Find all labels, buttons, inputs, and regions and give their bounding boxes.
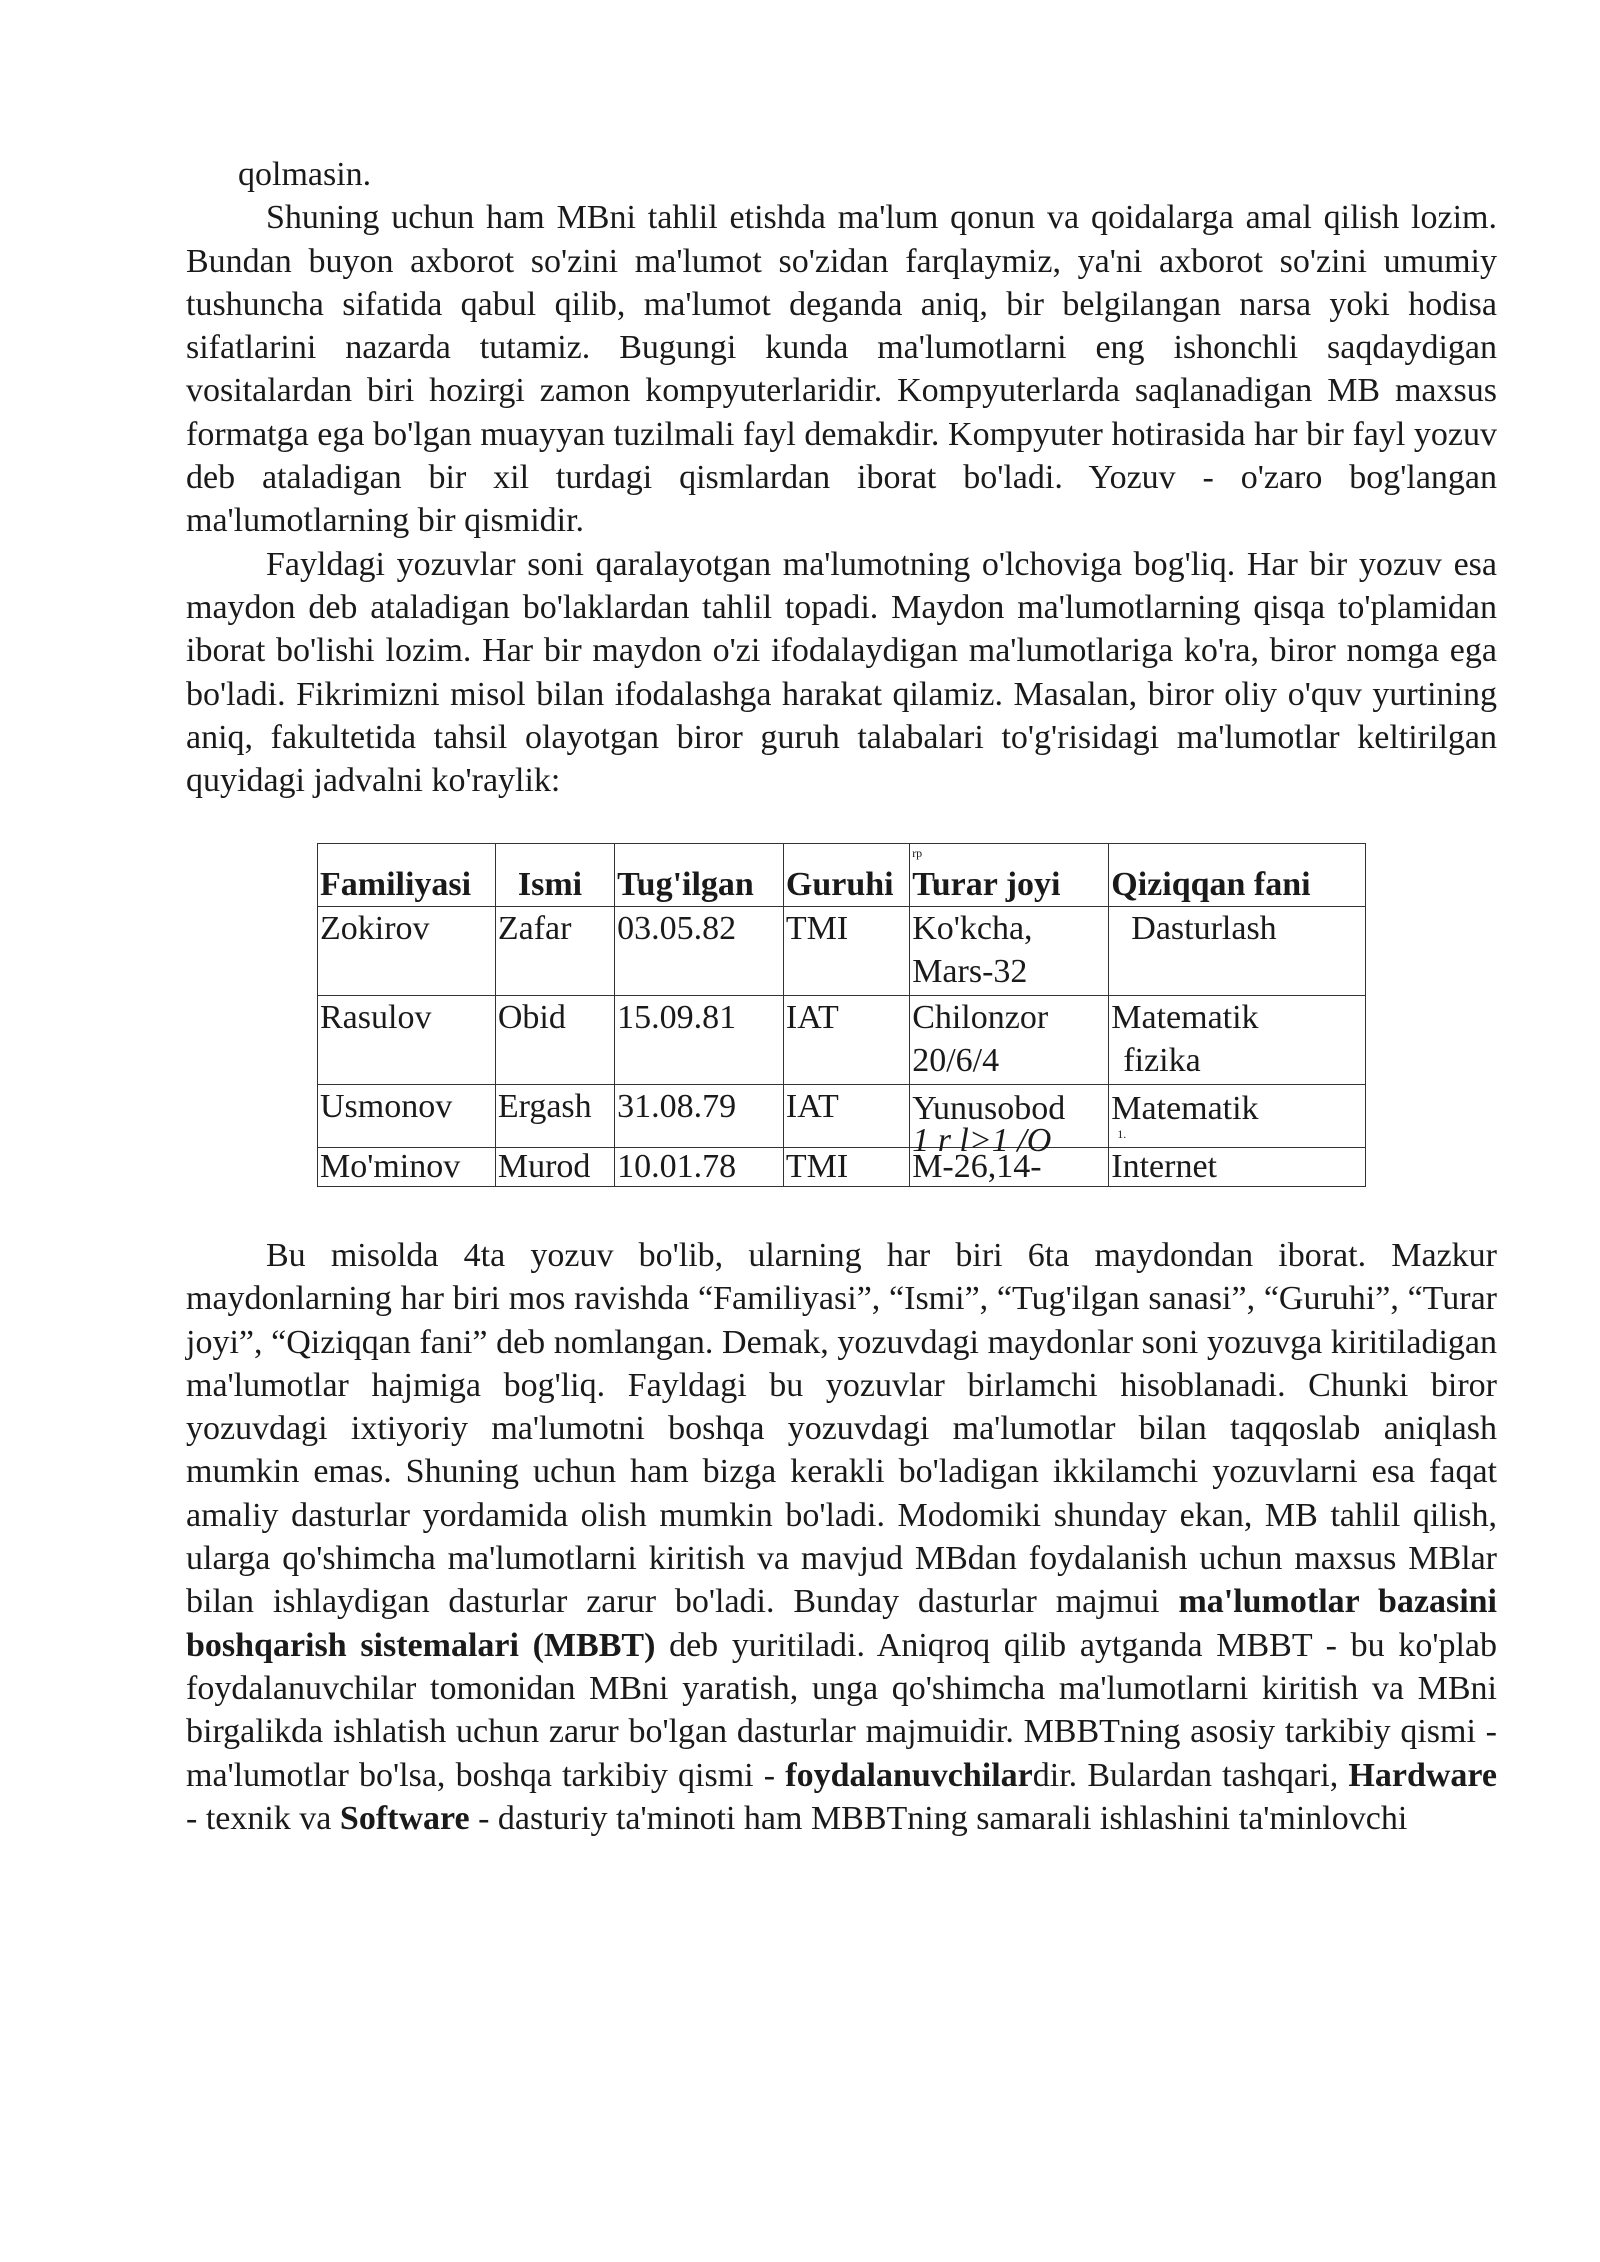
table-row — [318, 996, 1366, 1085]
header-guruhi: Guruhi — [783, 844, 909, 907]
cell-turar-joyi: M-26,14- — [910, 1148, 1109, 1187]
cell-fan: Matematik 1. — [1109, 1085, 1366, 1148]
table-row — [318, 1148, 1366, 1187]
cell-ism: Obid — [495, 996, 614, 1085]
table-header-row — [318, 844, 1366, 907]
cell-familiya: Usmonov — [318, 1085, 496, 1148]
intro-section — [186, 153, 1497, 802]
term-foydalanuvchilar: foydalanuvchilar — [785, 1756, 1033, 1794]
header-turar-joyi: rp Turar joyi — [910, 844, 1109, 907]
cell-tugilgan: 15.09.81 — [615, 996, 784, 1085]
after-table-section — [186, 1234, 1497, 1840]
term-software: Software — [339, 1799, 470, 1837]
header-tugilgan: Tug'ilgan — [615, 844, 784, 907]
header-ismi: Ismi — [495, 844, 614, 907]
continuation-line: qolmasin. — [238, 156, 372, 193]
cell-guruh: IAT — [783, 1085, 909, 1148]
cell-fan: Internet — [1109, 1148, 1366, 1187]
header-familiyasi: Familiyasi — [318, 844, 496, 907]
paragraph-2: Fayldagi yozuvlar soni qaralayotgan ma'lumotning o'lchoviga bog'liq. Har bir yozuv esa maydon deb ataladigan bo'laklardan tahlil topadi. Maydon ma'lumotlarning qisqa to'plamidan iborat bo'lishi lozim. Har bir maydon o'zi ifodalaydigan ma'lumotlariga ko'ra, biror nomga ega bo'ladi. Fikrimizni misol bilan ifodalashga harakat qilamiz. Masalan, biror oliy o'quv yurtining aniq, fakultetida tahsil olayotgan biror guruh talabalari to'g'risidagi ma'lumotlar keltirilgan quyidagi jadvalni ko'raylik: — [186, 545, 1497, 800]
cell-guruh: IAT — [783, 996, 909, 1085]
students-table — [317, 843, 1366, 1187]
table-row — [318, 907, 1366, 996]
cell-ism: Zafar — [495, 907, 614, 996]
cell-familiya: Mo'minov — [318, 1148, 496, 1187]
cell-tugilgan: 03.05.82 — [615, 907, 784, 996]
table-row — [318, 1085, 1366, 1148]
cell-turar-joyi: Yunusobod 1 r l>1 /O — [910, 1085, 1109, 1148]
cell-ism: Murod — [495, 1148, 614, 1187]
cell-fan: Dasturlash — [1109, 907, 1366, 996]
cell-ism: Ergash — [495, 1085, 614, 1148]
header-qiziqqan-fani: Qiziqqan fani — [1109, 844, 1366, 907]
cell-turar-joyi: Chilonzor 20/6/4 — [910, 996, 1109, 1085]
paragraph-1: Shuning uchun ham MBni tahlil etishda ma'lum qonun va qoidalarga amal qilish lozim. Bundan buyon axborot so'zini ma'lumot so'zidan farqlaymiz, ya'ni axborot so'zini umumiy tushuncha sifatida qabul qilib, ma'lumot deganda aniq, bir belgilangan narsa yoki hodisa sifatlarini nazarda tutamiz. Bugungi kunda ma'lumotlarni eng ishonchli saqdaydigan vositalardan biri hozirgi zamon kompyuterlaridir. Kompyuterlarda saqlanadigan MB maxsus formatga ega bo'lgan muayyan tuzilmali fayl demakdir. Kompyuter hotirasida har bir fayl yozuv deb ataladigan bir xil turdagi qismlardan iborat bo'ladi. Yozuv - o'zaro bog'langan ma'lumotlarning bir qismidir. — [186, 199, 1497, 540]
header-artifact: rp — [912, 846, 923, 860]
cell-guruh: TMI — [783, 907, 909, 996]
cell-guruh: TMI — [783, 1148, 909, 1187]
term-hardware: Hardware — [1348, 1756, 1497, 1794]
cell-fan: Matematik fizika — [1109, 996, 1366, 1085]
cell-turar-joyi: Ko'kcha, Mars-32 — [910, 907, 1109, 996]
cell-tugilgan: 10.01.78 — [615, 1148, 784, 1187]
term-mbbt: ma'lumotlar bazasini boshqarish sistemalari (MBBT) — [186, 1583, 1498, 1664]
cell-familiya: Zokirov — [318, 907, 496, 996]
cell-familiya: Rasulov — [318, 996, 496, 1085]
cell-tugilgan: 31.08.79 — [615, 1085, 784, 1148]
students-table-wrapper — [317, 843, 1366, 1187]
paragraph-3: Bu misolda 4ta yozuv bo'lib, ularning har biri 6ta maydondan iborat. Mazkur maydonlarning har biri mos ravishda “Familiyasi”, “Ismi”, “Tug'ilgan sanasi”, “Guruhi”, “Turar joyi”, “Qiziqqan fani” deb nomlangan. Demak, yozuvdagi maydonlar soni yozuvga kiritiladigan ma'lumotlar hajmiga bog'liq. Fayldagi bu yozuvlar birlamchi hisoblanadi. Chunki biror yozuvdagi ixtiyoriy ma'lumotni boshqa yozuvdagi ma'lumotlar bilan taqqoslab aniqlash mumkin emas. Shuning uchun ham bizga kerakli bo'ladigan ikkilamchi yozuvlarni esa faqat amaliy dasturlar yordamida olish mumkin bo'ladi. Modomiki shunday ekan, MB tahlil qilish, ularga qo'shimcha ma'lumotlarni kiritish va mavjud MBdan foydalanish uchun maxsus MBlar bilan ishlaydigan dasturlar zarur bo'ladi. Bunday dasturlar majmui ma'lumotlar bazasini boshqarish sistemalari (MBBT) deb yuritiladi. Aniqroq qilib aytganda MBBT - bu ko'plab foydalanuvchilar tomonidan MBni yaratish, unga qo'shimcha ma'lumotlarni kiritish va MBni birgalikda ishlatish uchun zarur bo'lgan dasturlar majmuidir. MBBTning asosiy tarkibiy qismi - ma'lumotlar bo'lsa, boshqa tarkibiy qismi - foydalanuvchilardir. Bulardan tashqari, Hardware - texnik va Software - dasturiy ta'minoti ham MBBTning samarali ishlashini ta'minlovchi — [186, 1237, 1498, 1837]
